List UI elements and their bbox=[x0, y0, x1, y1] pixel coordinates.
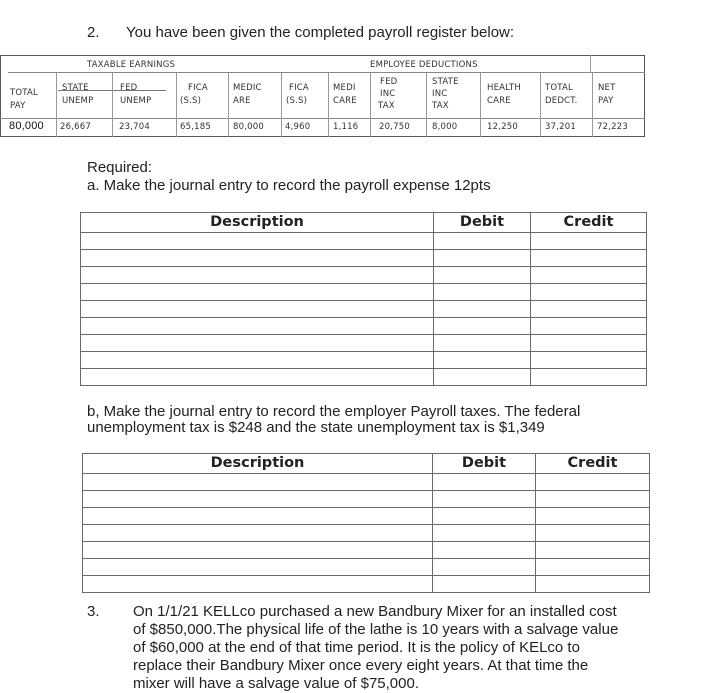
journal-a-row bbox=[81, 318, 647, 335]
header-state-unemp-2: UNEMP bbox=[62, 96, 94, 106]
value-health-care: 12,250 bbox=[487, 122, 518, 132]
question-3-line4: replace their Bandbury Mixer once every eight years. At that time the bbox=[133, 657, 589, 674]
journal-a-debit-cell[interactable] bbox=[434, 369, 531, 386]
header-fica-ss-2: (S.S) bbox=[180, 96, 202, 106]
value-medicare: 80,000 bbox=[233, 122, 264, 132]
header-net-pay-1: NET bbox=[598, 83, 616, 93]
question-3-line2: of $850,000.The physical life of the lathe is 10 years with a salvage value bbox=[133, 621, 619, 638]
journal-b-debit-cell[interactable] bbox=[433, 559, 536, 576]
journal-a-description-cell[interactable] bbox=[81, 369, 434, 386]
journal-a-debit-cell[interactable] bbox=[434, 233, 531, 250]
header-total-deductions-2: DEDCT. bbox=[545, 96, 578, 106]
journal-b-credit-cell[interactable] bbox=[536, 559, 650, 576]
journal-a-description-cell[interactable] bbox=[81, 250, 434, 267]
journal-a-row bbox=[81, 352, 647, 369]
header-total-pay-2: PAY bbox=[10, 101, 26, 111]
journal-b-description-cell[interactable] bbox=[83, 491, 433, 508]
journal-a-row bbox=[81, 335, 647, 352]
journal-b-credit-cell[interactable] bbox=[536, 491, 650, 508]
value-total-deductions: 37,201 bbox=[545, 122, 576, 132]
journal-a-credit-cell[interactable] bbox=[531, 233, 647, 250]
journal-b-debit-cell[interactable] bbox=[433, 542, 536, 559]
header-medicare-1: MEDIC bbox=[233, 83, 262, 93]
journal-b-description-cell[interactable] bbox=[83, 525, 433, 542]
header-medicare-2: ARE bbox=[233, 96, 251, 106]
journal-b-debit-cell[interactable] bbox=[433, 491, 536, 508]
required-label: Required: bbox=[87, 159, 153, 176]
header-ded-fica-2: (S.S) bbox=[286, 96, 308, 106]
question-3-line5: mixer will have a salvage value of $75,000. bbox=[133, 675, 419, 692]
journal-a-description-cell[interactable] bbox=[81, 335, 434, 352]
journal-a-credit-cell[interactable] bbox=[531, 284, 647, 301]
value-net-pay: 72,223 bbox=[597, 122, 628, 132]
header-state-inc-tax-2: INC bbox=[432, 89, 448, 99]
value-fed-unemp: 23,704 bbox=[119, 122, 150, 132]
header-fed-inc-tax-3: TAX bbox=[378, 101, 395, 111]
group-employee-deductions: EMPLOYEE DEDUCTIONS bbox=[370, 60, 478, 70]
journal-a-debit-header: Debit bbox=[434, 213, 531, 233]
journal-a-row bbox=[81, 267, 647, 284]
journal-b-description-cell[interactable] bbox=[83, 508, 433, 525]
journal-a-credit-cell[interactable] bbox=[531, 250, 647, 267]
value-ded-fica: 4,960 bbox=[285, 122, 311, 132]
journal-a-debit-cell[interactable] bbox=[434, 352, 531, 369]
journal-b-credit-header: Credit bbox=[536, 454, 650, 474]
journal-a-credit-cell[interactable] bbox=[531, 267, 647, 284]
journal-a-debit-cell[interactable] bbox=[434, 250, 531, 267]
header-fica-ss-1: FICA bbox=[188, 83, 208, 93]
question-2-number: 2. bbox=[87, 24, 100, 41]
journal-b-debit-header: Debit bbox=[433, 454, 536, 474]
journal-b-debit-cell[interactable] bbox=[433, 474, 536, 491]
journal-b-description-cell[interactable] bbox=[83, 474, 433, 491]
journal-table-b bbox=[82, 453, 650, 593]
header-state-inc-tax-1: STATE bbox=[432, 77, 459, 87]
journal-a-debit-cell[interactable] bbox=[434, 267, 531, 284]
part-a-instruction: a. Make the journal entry to record the payroll expense 12pts bbox=[87, 177, 491, 194]
journal-b-credit-cell[interactable] bbox=[536, 542, 650, 559]
header-ded-fica-1: FICA bbox=[289, 83, 309, 93]
journal-b-debit-cell[interactable] bbox=[433, 508, 536, 525]
journal-b-debit-cell[interactable] bbox=[433, 525, 536, 542]
header-ded-medicare-1: MEDI bbox=[333, 83, 356, 93]
question-2-intro: You have been given the completed payroll register below: bbox=[126, 24, 515, 41]
header-health-care-1: HEALTH bbox=[487, 83, 521, 93]
value-state-inc-tax: 8,000 bbox=[432, 122, 458, 132]
header-fed-unemp-2: UNEMP bbox=[120, 96, 152, 106]
journal-a-debit-cell[interactable] bbox=[434, 318, 531, 335]
header-fed-inc-tax-1: FED bbox=[380, 77, 398, 87]
journal-b-description-cell[interactable] bbox=[83, 559, 433, 576]
journal-a-credit-cell[interactable] bbox=[531, 352, 647, 369]
journal-b-row bbox=[83, 491, 650, 508]
header-fed-inc-tax-2: INC bbox=[380, 89, 396, 99]
journal-b-row bbox=[83, 474, 650, 491]
journal-a-row bbox=[81, 233, 647, 250]
journal-a-description-cell[interactable] bbox=[81, 284, 434, 301]
group-taxable-earnings: TAXABLE EARNINGS bbox=[87, 60, 176, 70]
journal-a-credit-cell[interactable] bbox=[531, 369, 647, 386]
journal-a-description-header: Description bbox=[81, 213, 434, 233]
journal-b-row bbox=[83, 542, 650, 559]
header-state-unemp-1: STATE bbox=[62, 83, 89, 93]
question-3-line3: of $60,000 at the end of that time period. It is the policy of KELco to bbox=[133, 639, 580, 656]
header-net-pay-2: PAY bbox=[598, 96, 614, 106]
header-health-care-2: CARE bbox=[487, 96, 511, 106]
payroll-register bbox=[0, 55, 645, 137]
header-total-pay-1: TOTAL bbox=[10, 88, 38, 98]
header-fed-unemp-1: FED bbox=[120, 83, 138, 93]
question-3-number: 3. bbox=[87, 603, 100, 620]
value-ded-medicare: 1,116 bbox=[333, 122, 359, 132]
journal-b-credit-cell[interactable] bbox=[536, 508, 650, 525]
value-fica-ss: 65,185 bbox=[180, 122, 211, 132]
journal-a-debit-cell[interactable] bbox=[434, 335, 531, 352]
journal-b-description-header: Description bbox=[83, 454, 433, 474]
journal-b-row bbox=[83, 508, 650, 525]
journal-a-row bbox=[81, 284, 647, 301]
journal-b-row bbox=[83, 525, 650, 542]
journal-a-debit-cell[interactable] bbox=[434, 301, 531, 318]
part-b-instruction-line2: unemployment tax is $248 and the state unemployment tax is $1,349 bbox=[87, 419, 545, 436]
journal-b-row bbox=[83, 559, 650, 576]
journal-a-debit-cell[interactable] bbox=[434, 284, 531, 301]
journal-b-description-cell[interactable] bbox=[83, 576, 433, 593]
journal-a-row bbox=[81, 369, 647, 386]
question-3-line1: On 1/1/21 KELLco purchased a new Bandbury Mixer for an installed cost bbox=[133, 603, 617, 620]
value-state-unemp: 26,667 bbox=[60, 122, 91, 132]
journal-a-description-cell[interactable] bbox=[81, 267, 434, 284]
journal-table-a bbox=[80, 212, 647, 386]
header-total-deductions-1: TOTAL bbox=[545, 83, 573, 93]
header-ded-medicare-2: CARE bbox=[333, 96, 357, 106]
journal-a-credit-cell[interactable] bbox=[531, 318, 647, 335]
journal-b-credit-cell[interactable] bbox=[536, 474, 650, 491]
journal-b-credit-cell[interactable] bbox=[536, 576, 650, 593]
journal-a-credit-cell[interactable] bbox=[531, 335, 647, 352]
part-b-instruction-line1: b, Make the journal entry to record the employer Payroll taxes. The federal bbox=[87, 403, 581, 420]
journal-b-row bbox=[83, 576, 650, 593]
journal-a-credit-cell[interactable] bbox=[531, 301, 647, 318]
journal-a-description-cell[interactable] bbox=[81, 233, 434, 250]
journal-a-description-cell[interactable] bbox=[81, 352, 434, 369]
journal-a-description-cell[interactable] bbox=[81, 301, 434, 318]
value-fed-inc-tax: 20,750 bbox=[379, 122, 410, 132]
journal-a-row bbox=[81, 301, 647, 318]
journal-a-row bbox=[81, 250, 647, 267]
journal-b-credit-cell[interactable] bbox=[536, 525, 650, 542]
journal-a-credit-header: Credit bbox=[531, 213, 647, 233]
journal-a-description-cell[interactable] bbox=[81, 318, 434, 335]
journal-b-description-cell[interactable] bbox=[83, 542, 433, 559]
value-total-pay: 80,000 bbox=[9, 120, 44, 132]
journal-b-debit-cell[interactable] bbox=[433, 576, 536, 593]
header-state-inc-tax-3: TAX bbox=[432, 101, 449, 111]
